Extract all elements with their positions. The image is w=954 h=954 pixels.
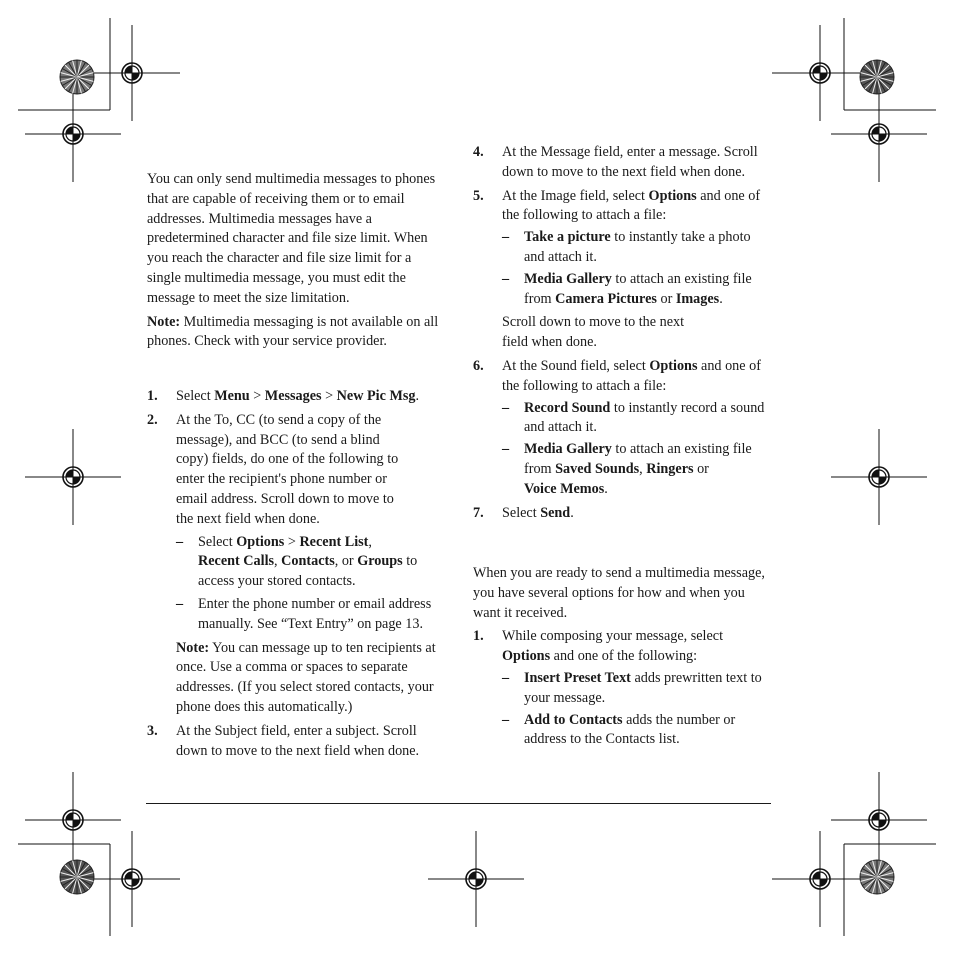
- step-3: [147, 722, 443, 762]
- step-7: 7. Select Send.: [473, 504, 574, 521]
- add-to-contacts-option: – Add to Contacts adds the number or address to the Contacts list.: [502, 711, 736, 748]
- note-paragraph: [147, 313, 443, 353]
- step-number: 1.: [147, 388, 158, 404]
- registration-mark: [831, 86, 927, 182]
- intro-paragraph: You can only send multimedia messages to phones that are capable of receiving them or to email addresses. Multimedia messages have a predetermined character and file size limit. When you reach the character and file size limit for a single multimedia message, you must edit the message to meet the size limitation.: [147, 171, 436, 306]
- step-2-option-1: – Select Options > Recent List, Recent Calls, Contacts, or Groups to access your stored contacts.: [176, 533, 418, 590]
- step-6-option-1: – Record Sound to instantly record a sound and attach it.: [502, 399, 765, 436]
- note-text: Multimedia messaging is not available on all phones. Check with your service provider.: [147, 313, 439, 350]
- step-6: 6. At the Sound field, select Options and one of the following to attach a file:: [473, 357, 761, 394]
- registration-mark: [428, 831, 524, 927]
- dash-bullet: –: [176, 595, 184, 612]
- registration-mark: [84, 25, 180, 121]
- step-2-note: Note: You can message up to ten recipients at once. Use a comma or spaces to separate addresses. (If you select stored contacts, your phone does this automatically.): [176, 639, 436, 715]
- note-label: Note:: [147, 313, 181, 330]
- step-number: 3.: [147, 722, 158, 739]
- registration-mark: [25, 86, 121, 182]
- right-column: [473, 143, 771, 523]
- step-2: [147, 411, 443, 530]
- intro-2-paragraph: When you are ready to send a multimedia message, you have several options for how and when you want it received.: [473, 565, 765, 621]
- step-6-option-2: – Media Gallery to attach an existing file from Saved Sounds, Ringers or Voice Memos.: [502, 441, 752, 497]
- option-step-1: 1. While composing your message, select Options and one of the following:: [473, 628, 724, 665]
- new-pic-msg-term: New Pic Msg: [336, 388, 416, 404]
- registration-mark: [831, 429, 927, 525]
- registration-mark: [772, 25, 868, 121]
- color-wheel-mark: [60, 60, 94, 94]
- step-5-option-1: – Take a picture to instantly take a photo and attach it.: [502, 229, 751, 265]
- step-1: 1. Select Menu > Messages > New Pic Msg.: [147, 387, 443, 407]
- left-column: [147, 170, 443, 352]
- left-steps: [147, 387, 443, 761]
- registration-mark: [84, 831, 180, 927]
- note-label: Note:: [176, 639, 210, 656]
- step-5: 5. At the Image field, select Options and one of the following to attach a file:: [473, 187, 761, 224]
- color-wheel-mark: [860, 60, 894, 94]
- messages-term: Messages: [264, 388, 322, 404]
- step-text: At the To, CC (to send a copy of the message), and BCC (to send a blind copy) fields, do one of the following to enter the recipient's phone number or email address. Scroll down to move to the next field when done.: [176, 411, 399, 527]
- insert-preset-text-option: – Insert Preset Text adds prewritten text to your message.: [502, 669, 762, 706]
- registration-mark: [772, 831, 868, 927]
- step-text: At the Subject field, enter a subject. Scroll down to move to the next field when done.: [176, 722, 420, 759]
- step-number: 2.: [147, 411, 158, 428]
- registration-mark: [831, 772, 927, 868]
- menu-term: Menu: [214, 388, 250, 404]
- step-4: 4. At the Message field, enter a message. Scroll down to move to the next field when done.: [473, 144, 758, 180]
- color-wheel-mark: [60, 860, 94, 894]
- footer-rule: [146, 803, 771, 804]
- registration-mark: [25, 772, 121, 868]
- color-wheel-mark: [860, 860, 894, 894]
- step-2-option-2: – Enter the phone number or email address manually. See “Text Entry” on page 13.: [176, 595, 432, 632]
- step-5-option-2: – Media Gallery to attach an existing file from Camera Pictures or Images.: [502, 270, 752, 307]
- dash-bullet: –: [176, 533, 184, 550]
- step-5-after: Scroll down to move to the next field when done.: [502, 314, 685, 351]
- registration-mark: [25, 429, 121, 525]
- right-column-section-2: [473, 564, 771, 750]
